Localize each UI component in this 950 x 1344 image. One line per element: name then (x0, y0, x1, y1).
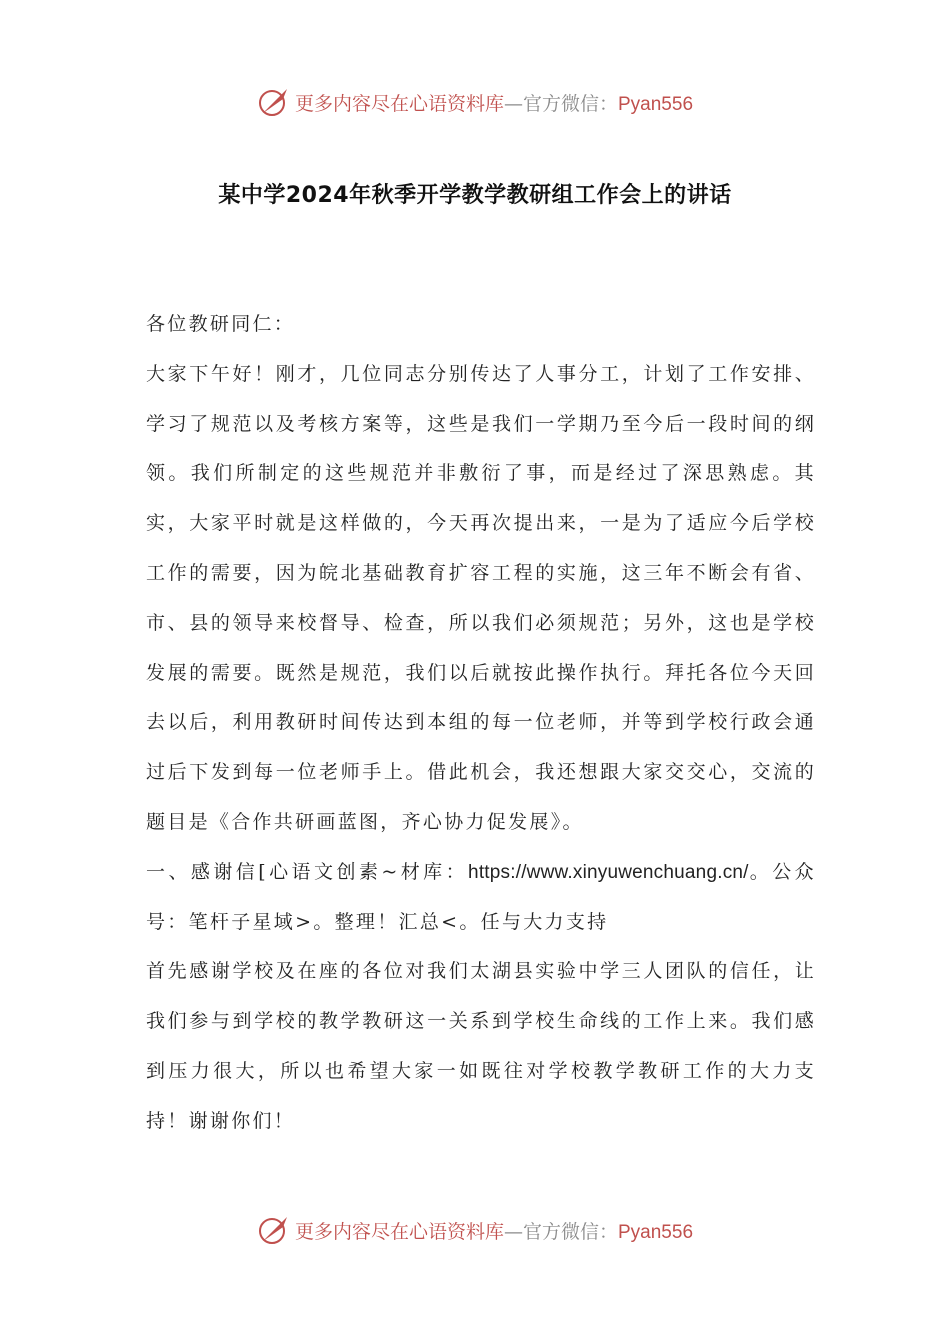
quill-logo-icon (257, 1213, 291, 1247)
section-1-prefix: 一、感谢信[心语文创素~材库： (146, 860, 469, 883)
banner-text (295, 89, 693, 116)
banner-slogan: 更多内容尽在心语资料库 (294, 1220, 504, 1243)
banner-wechat-id: Pyan556 (618, 1221, 694, 1243)
header-banner (0, 82, 950, 122)
paragraph-2: 首先感谢学校及在座的各位对我们太湖县实验中学三人团队的信任，让我们参与到学校的教学教研这一关系到学校生命线的工作上来。我们感到压力很大，所以也希望大家一如既往对学校教学教研工作的大力支持！谢谢你们！ (146, 960, 816, 1132)
footer-banner (0, 1210, 950, 1250)
banner-text (295, 1217, 693, 1244)
banner-dash: — (503, 92, 523, 115)
banner-wechat-label: 官方微信： (522, 92, 618, 115)
section-1-suffix: 。公众号：笔杆子星域>。整理！汇总<。任与大力支持 (146, 860, 816, 933)
banner-slogan: 更多内容尽在心语资料库 (294, 92, 504, 115)
quill-logo-icon (257, 85, 291, 119)
banner-dash: — (503, 1220, 523, 1243)
paragraph-1: 大家下午好！刚才，几位同志分别传达了人事分工，计划了工作安排、学习了规范以及考核方案等，这些是我们一学期乃至今后一段时间的纲领。我们所制定的这些规范并非敷衍了事，而是经过了深思熟虑。其实，大家平时就是这样做的，今天再次提出来，一是为了适应今后学校工作的需要，因为皖北基础教育扩容工程的实施，这三年不断会有省、市、县的领导来校督导、检查，所以我们必须规范；另外，这也是学校发展的需要。既然是规范，我们以后就按此操作执行。拜托各位今天回去以后，利用教研时间传达到本组的每一位老师，并等到学校行政会通过后下发到每一位老师手上。借此机会，我还想跟大家交交心，交流的题目是《合作共研画蓝图，齐心协力促发展》。 (146, 362, 816, 833)
salutation: 各位教研同仁： (146, 313, 296, 335)
banner-wechat-id: Pyan556 (618, 93, 694, 115)
document-title: 某中学2024年秋季开学教学教研组工作会上的讲话 (218, 183, 732, 208)
section-1-heading (146, 848, 816, 948)
document-body (146, 300, 816, 1147)
section-1-url: https://www.xinyuwenchuang.cn/ (468, 861, 749, 883)
banner-wechat-label: 官方微信： (522, 1220, 618, 1243)
